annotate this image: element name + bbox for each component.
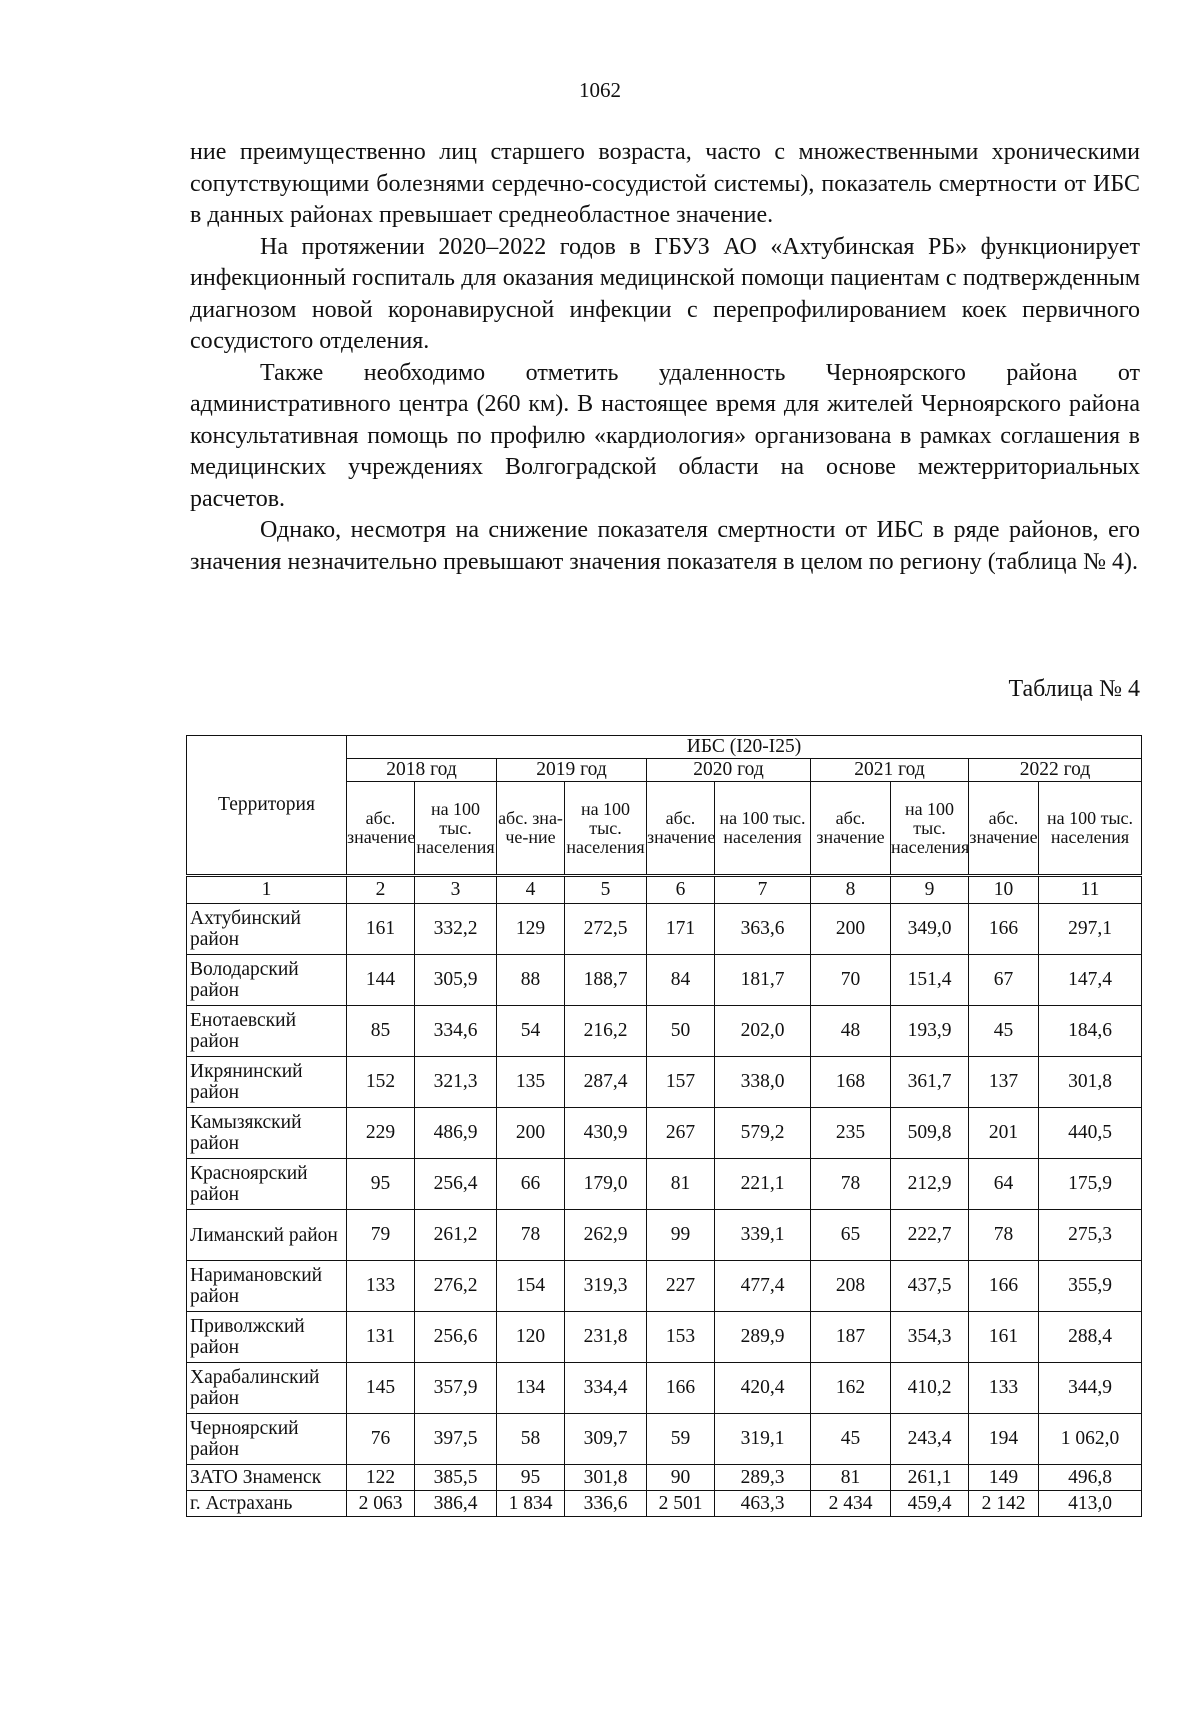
abs-value-cell: 267 bbox=[647, 1108, 715, 1159]
abs-value-cell: 2 063 bbox=[347, 1491, 415, 1517]
abs-value-cell: 153 bbox=[647, 1312, 715, 1363]
per-100k-cell: 256,6 bbox=[415, 1312, 497, 1363]
territory-cell: Приволжский район bbox=[187, 1312, 347, 1363]
per-100k-header: на 100 тыс. населения bbox=[715, 782, 811, 876]
per-100k-cell: 212,9 bbox=[891, 1159, 969, 1210]
per-100k-cell: 440,5 bbox=[1039, 1108, 1142, 1159]
per-100k-cell: 361,7 bbox=[891, 1057, 969, 1108]
abs-value-header: абс. значение bbox=[647, 782, 715, 876]
per-100k-cell: 256,4 bbox=[415, 1159, 497, 1210]
abs-value-cell: 54 bbox=[497, 1006, 565, 1057]
paragraph-1: ние преимущественно лиц старшего возраста, часто с множественными хроническими сопутствующими болезнями сердечно-сосудистой системы), показатель смертности от ИБС в данных районах превышает среднеобластное значение. bbox=[190, 139, 1140, 228]
per-100k-cell: 363,6 bbox=[715, 904, 811, 955]
column-number: 11 bbox=[1039, 876, 1142, 904]
abs-value-cell: 200 bbox=[497, 1108, 565, 1159]
paragraph-2: На протяжении 2020–2022 годов в ГБУЗ АО «Ахтубинская РБ» функционирует инфекционный госпиталь для оказания медицинской помощи пациентам с подтвержденным диагнозом новой коронавирусной инфекции с перепрофилированием коек первичного сосудистого отделения. bbox=[190, 233, 1140, 354]
abs-value-cell: 65 bbox=[811, 1210, 891, 1261]
per-100k-cell: 332,2 bbox=[415, 904, 497, 955]
per-100k-cell: 410,2 bbox=[891, 1363, 969, 1414]
abs-value-cell: 70 bbox=[811, 955, 891, 1006]
abs-value-cell: 149 bbox=[969, 1465, 1039, 1491]
abs-value-cell: 99 bbox=[647, 1210, 715, 1261]
per-100k-cell: 301,8 bbox=[1039, 1057, 1142, 1108]
table-row bbox=[187, 1363, 1142, 1414]
abs-value-cell: 227 bbox=[647, 1261, 715, 1312]
per-100k-cell: 188,7 bbox=[565, 955, 647, 1006]
per-100k-cell: 193,9 bbox=[891, 1006, 969, 1057]
territory-header: Территория bbox=[187, 736, 347, 876]
abs-value-header: абс. зна-че-ние bbox=[497, 782, 565, 876]
abs-value-cell: 2 501 bbox=[647, 1491, 715, 1517]
column-number: 7 bbox=[715, 876, 811, 904]
abs-value-cell: 45 bbox=[969, 1006, 1039, 1057]
per-100k-cell: 261,1 bbox=[891, 1465, 969, 1491]
year-header: 2018 год bbox=[347, 759, 497, 782]
per-100k-header: на 100 тыс. населения bbox=[415, 782, 497, 876]
abs-value-cell: 137 bbox=[969, 1057, 1039, 1108]
abs-value-cell: 76 bbox=[347, 1414, 415, 1465]
table-row bbox=[187, 1057, 1142, 1108]
per-100k-cell: 413,0 bbox=[1039, 1491, 1142, 1517]
abs-value-cell: 2 434 bbox=[811, 1491, 891, 1517]
abs-value-cell: 45 bbox=[811, 1414, 891, 1465]
abs-value-cell: 145 bbox=[347, 1363, 415, 1414]
per-100k-cell: 151,4 bbox=[891, 955, 969, 1006]
per-100k-cell: 357,9 bbox=[415, 1363, 497, 1414]
per-100k-cell: 184,6 bbox=[1039, 1006, 1142, 1057]
per-100k-cell: 354,3 bbox=[891, 1312, 969, 1363]
per-100k-cell: 355,9 bbox=[1039, 1261, 1142, 1312]
column-number: 8 bbox=[811, 876, 891, 904]
table-row bbox=[187, 1414, 1142, 1465]
abs-value-cell: 235 bbox=[811, 1108, 891, 1159]
table-row bbox=[187, 1465, 1142, 1491]
per-100k-cell: 336,6 bbox=[565, 1491, 647, 1517]
ibs-mortality-table bbox=[186, 735, 1142, 1517]
year-header: 2022 год bbox=[969, 759, 1142, 782]
per-100k-cell: 486,9 bbox=[415, 1108, 497, 1159]
abs-value-cell: 152 bbox=[347, 1057, 415, 1108]
table-row bbox=[187, 1312, 1142, 1363]
year-header: 2020 год bbox=[647, 759, 811, 782]
per-100k-cell: 397,5 bbox=[415, 1414, 497, 1465]
abs-value-cell: 129 bbox=[497, 904, 565, 955]
abs-value-cell: 154 bbox=[497, 1261, 565, 1312]
per-100k-cell: 386,4 bbox=[415, 1491, 497, 1517]
abs-value-cell: 1 834 bbox=[497, 1491, 565, 1517]
table-row bbox=[187, 1006, 1142, 1057]
territory-cell: Володарский район bbox=[187, 955, 347, 1006]
paragraph-4: Однако, несмотря на снижение показателя смертности от ИБС в ряде районов, его значения незначительно превышают значения показателя в целом по региону (таблица № 4). bbox=[190, 517, 1140, 575]
per-100k-cell: 287,4 bbox=[565, 1057, 647, 1108]
abs-value-cell: 162 bbox=[811, 1363, 891, 1414]
paragraph-3: Также необходимо отметить удаленность Черноярского района от административного центра (260 км). В настоящее время для жителей Черноярского района консультативная помощь по профилю «кардиология» организована в рамках соглашения в медицинских учреждениях Волгоградской области на основе межтерриториальных расчетов. bbox=[190, 359, 1140, 512]
abs-value-cell: 194 bbox=[969, 1414, 1039, 1465]
per-100k-cell: 319,1 bbox=[715, 1414, 811, 1465]
page-number: 1062 bbox=[579, 78, 621, 102]
territory-cell: Наримановский район bbox=[187, 1261, 347, 1312]
year-header: 2021 год bbox=[811, 759, 969, 782]
column-number: 3 bbox=[415, 876, 497, 904]
per-100k-cell: 179,0 bbox=[565, 1159, 647, 1210]
abs-value-cell: 133 bbox=[969, 1363, 1039, 1414]
territory-cell: Харабалинский район bbox=[187, 1363, 347, 1414]
abs-value-cell: 171 bbox=[647, 904, 715, 955]
per-100k-cell: 496,8 bbox=[1039, 1465, 1142, 1491]
column-number: 10 bbox=[969, 876, 1039, 904]
table-row bbox=[187, 1108, 1142, 1159]
table-row bbox=[187, 1159, 1142, 1210]
abs-value-cell: 84 bbox=[647, 955, 715, 1006]
column-number: 1 bbox=[187, 876, 347, 904]
column-number: 9 bbox=[891, 876, 969, 904]
column-number: 2 bbox=[347, 876, 415, 904]
per-100k-cell: 344,9 bbox=[1039, 1363, 1142, 1414]
territory-cell: Черноярский район bbox=[187, 1414, 347, 1465]
body-text bbox=[190, 137, 1140, 578]
per-100k-cell: 272,5 bbox=[565, 904, 647, 955]
table-caption: Таблица № 4 bbox=[1008, 676, 1140, 702]
table-row bbox=[187, 1491, 1142, 1517]
per-100k-cell: 216,2 bbox=[565, 1006, 647, 1057]
territory-cell: Икрянинский район bbox=[187, 1057, 347, 1108]
abs-value-cell: 166 bbox=[969, 904, 1039, 955]
abs-value-cell: 78 bbox=[969, 1210, 1039, 1261]
territory-cell: г. Астрахань bbox=[187, 1491, 347, 1517]
abs-value-header: абс. значение bbox=[811, 782, 891, 876]
year-header: 2019 год bbox=[497, 759, 647, 782]
abs-value-cell: 161 bbox=[347, 904, 415, 955]
abs-value-cell: 144 bbox=[347, 955, 415, 1006]
per-100k-cell: 275,3 bbox=[1039, 1210, 1142, 1261]
abs-value-cell: 95 bbox=[347, 1159, 415, 1210]
per-100k-cell: 231,8 bbox=[565, 1312, 647, 1363]
abs-value-cell: 90 bbox=[647, 1465, 715, 1491]
per-100k-header: на 100 тыс. населения bbox=[891, 782, 969, 876]
table-row bbox=[187, 904, 1142, 955]
per-100k-cell: 175,9 bbox=[1039, 1159, 1142, 1210]
abs-value-cell: 166 bbox=[647, 1363, 715, 1414]
abs-value-cell: 168 bbox=[811, 1057, 891, 1108]
abs-value-cell: 229 bbox=[347, 1108, 415, 1159]
table-row bbox=[187, 1261, 1142, 1312]
per-100k-cell: 301,8 bbox=[565, 1465, 647, 1491]
abs-value-cell: 166 bbox=[969, 1261, 1039, 1312]
territory-cell: Ахтубинский район bbox=[187, 904, 347, 955]
per-100k-header: на 100 тыс. населения bbox=[1039, 782, 1142, 876]
per-100k-cell: 339,1 bbox=[715, 1210, 811, 1261]
per-100k-cell: 579,2 bbox=[715, 1108, 811, 1159]
per-100k-cell: 477,4 bbox=[715, 1261, 811, 1312]
per-100k-cell: 309,7 bbox=[565, 1414, 647, 1465]
per-100k-cell: 334,4 bbox=[565, 1363, 647, 1414]
abs-value-cell: 48 bbox=[811, 1006, 891, 1057]
territory-cell: Лиманский район bbox=[187, 1210, 347, 1261]
per-100k-cell: 261,2 bbox=[415, 1210, 497, 1261]
abs-value-cell: 81 bbox=[647, 1159, 715, 1210]
per-100k-cell: 147,4 bbox=[1039, 955, 1142, 1006]
per-100k-header: на 100 тыс. населения bbox=[565, 782, 647, 876]
abs-value-header: абс. значение bbox=[347, 782, 415, 876]
per-100k-cell: 289,9 bbox=[715, 1312, 811, 1363]
table-row bbox=[187, 955, 1142, 1006]
per-100k-cell: 349,0 bbox=[891, 904, 969, 955]
territory-cell: Камызякский район bbox=[187, 1108, 347, 1159]
per-100k-cell: 243,4 bbox=[891, 1414, 969, 1465]
abs-value-cell: 81 bbox=[811, 1465, 891, 1491]
abs-value-cell: 161 bbox=[969, 1312, 1039, 1363]
abs-value-cell: 78 bbox=[811, 1159, 891, 1210]
column-number: 6 bbox=[647, 876, 715, 904]
per-100k-cell: 459,4 bbox=[891, 1491, 969, 1517]
abs-value-cell: 85 bbox=[347, 1006, 415, 1057]
abs-value-cell: 50 bbox=[647, 1006, 715, 1057]
abs-value-cell: 133 bbox=[347, 1261, 415, 1312]
per-100k-cell: 321,3 bbox=[415, 1057, 497, 1108]
abs-value-cell: 78 bbox=[497, 1210, 565, 1261]
abs-value-cell: 120 bbox=[497, 1312, 565, 1363]
per-100k-cell: 509,8 bbox=[891, 1108, 969, 1159]
per-100k-cell: 430,9 bbox=[565, 1108, 647, 1159]
per-100k-cell: 202,0 bbox=[715, 1006, 811, 1057]
per-100k-cell: 463,3 bbox=[715, 1491, 811, 1517]
abs-value-cell: 79 bbox=[347, 1210, 415, 1261]
per-100k-cell: 334,6 bbox=[415, 1006, 497, 1057]
per-100k-cell: 222,7 bbox=[891, 1210, 969, 1261]
abs-value-cell: 135 bbox=[497, 1057, 565, 1108]
group-header: ИБС (I20-I25) bbox=[347, 736, 1142, 759]
per-100k-cell: 319,3 bbox=[565, 1261, 647, 1312]
territory-cell: ЗАТО Знаменск bbox=[187, 1465, 347, 1491]
abs-value-cell: 208 bbox=[811, 1261, 891, 1312]
per-100k-cell: 276,2 bbox=[415, 1261, 497, 1312]
per-100k-cell: 221,1 bbox=[715, 1159, 811, 1210]
per-100k-cell: 289,3 bbox=[715, 1465, 811, 1491]
per-100k-cell: 385,5 bbox=[415, 1465, 497, 1491]
abs-value-header: абс. значение bbox=[969, 782, 1039, 876]
abs-value-cell: 66 bbox=[497, 1159, 565, 1210]
territory-cell: Красноярский район bbox=[187, 1159, 347, 1210]
per-100k-cell: 437,5 bbox=[891, 1261, 969, 1312]
per-100k-cell: 338,0 bbox=[715, 1057, 811, 1108]
column-number-row bbox=[187, 876, 1142, 904]
abs-value-cell: 67 bbox=[969, 955, 1039, 1006]
abs-value-cell: 122 bbox=[347, 1465, 415, 1491]
abs-value-cell: 201 bbox=[969, 1108, 1039, 1159]
abs-value-cell: 131 bbox=[347, 1312, 415, 1363]
abs-value-cell: 88 bbox=[497, 955, 565, 1006]
abs-value-cell: 2 142 bbox=[969, 1491, 1039, 1517]
column-number: 5 bbox=[565, 876, 647, 904]
per-100k-cell: 288,4 bbox=[1039, 1312, 1142, 1363]
abs-value-cell: 59 bbox=[647, 1414, 715, 1465]
per-100k-cell: 1 062,0 bbox=[1039, 1414, 1142, 1465]
abs-value-cell: 64 bbox=[969, 1159, 1039, 1210]
per-100k-cell: 262,9 bbox=[565, 1210, 647, 1261]
territory-cell: Енотаевский район bbox=[187, 1006, 347, 1057]
abs-value-cell: 58 bbox=[497, 1414, 565, 1465]
abs-value-cell: 157 bbox=[647, 1057, 715, 1108]
per-100k-cell: 420,4 bbox=[715, 1363, 811, 1414]
abs-value-cell: 134 bbox=[497, 1363, 565, 1414]
per-100k-cell: 297,1 bbox=[1039, 904, 1142, 955]
column-number: 4 bbox=[497, 876, 565, 904]
per-100k-cell: 305,9 bbox=[415, 955, 497, 1006]
abs-value-cell: 187 bbox=[811, 1312, 891, 1363]
abs-value-cell: 200 bbox=[811, 904, 891, 955]
abs-value-cell: 95 bbox=[497, 1465, 565, 1491]
table-row bbox=[187, 1210, 1142, 1261]
per-100k-cell: 181,7 bbox=[715, 955, 811, 1006]
